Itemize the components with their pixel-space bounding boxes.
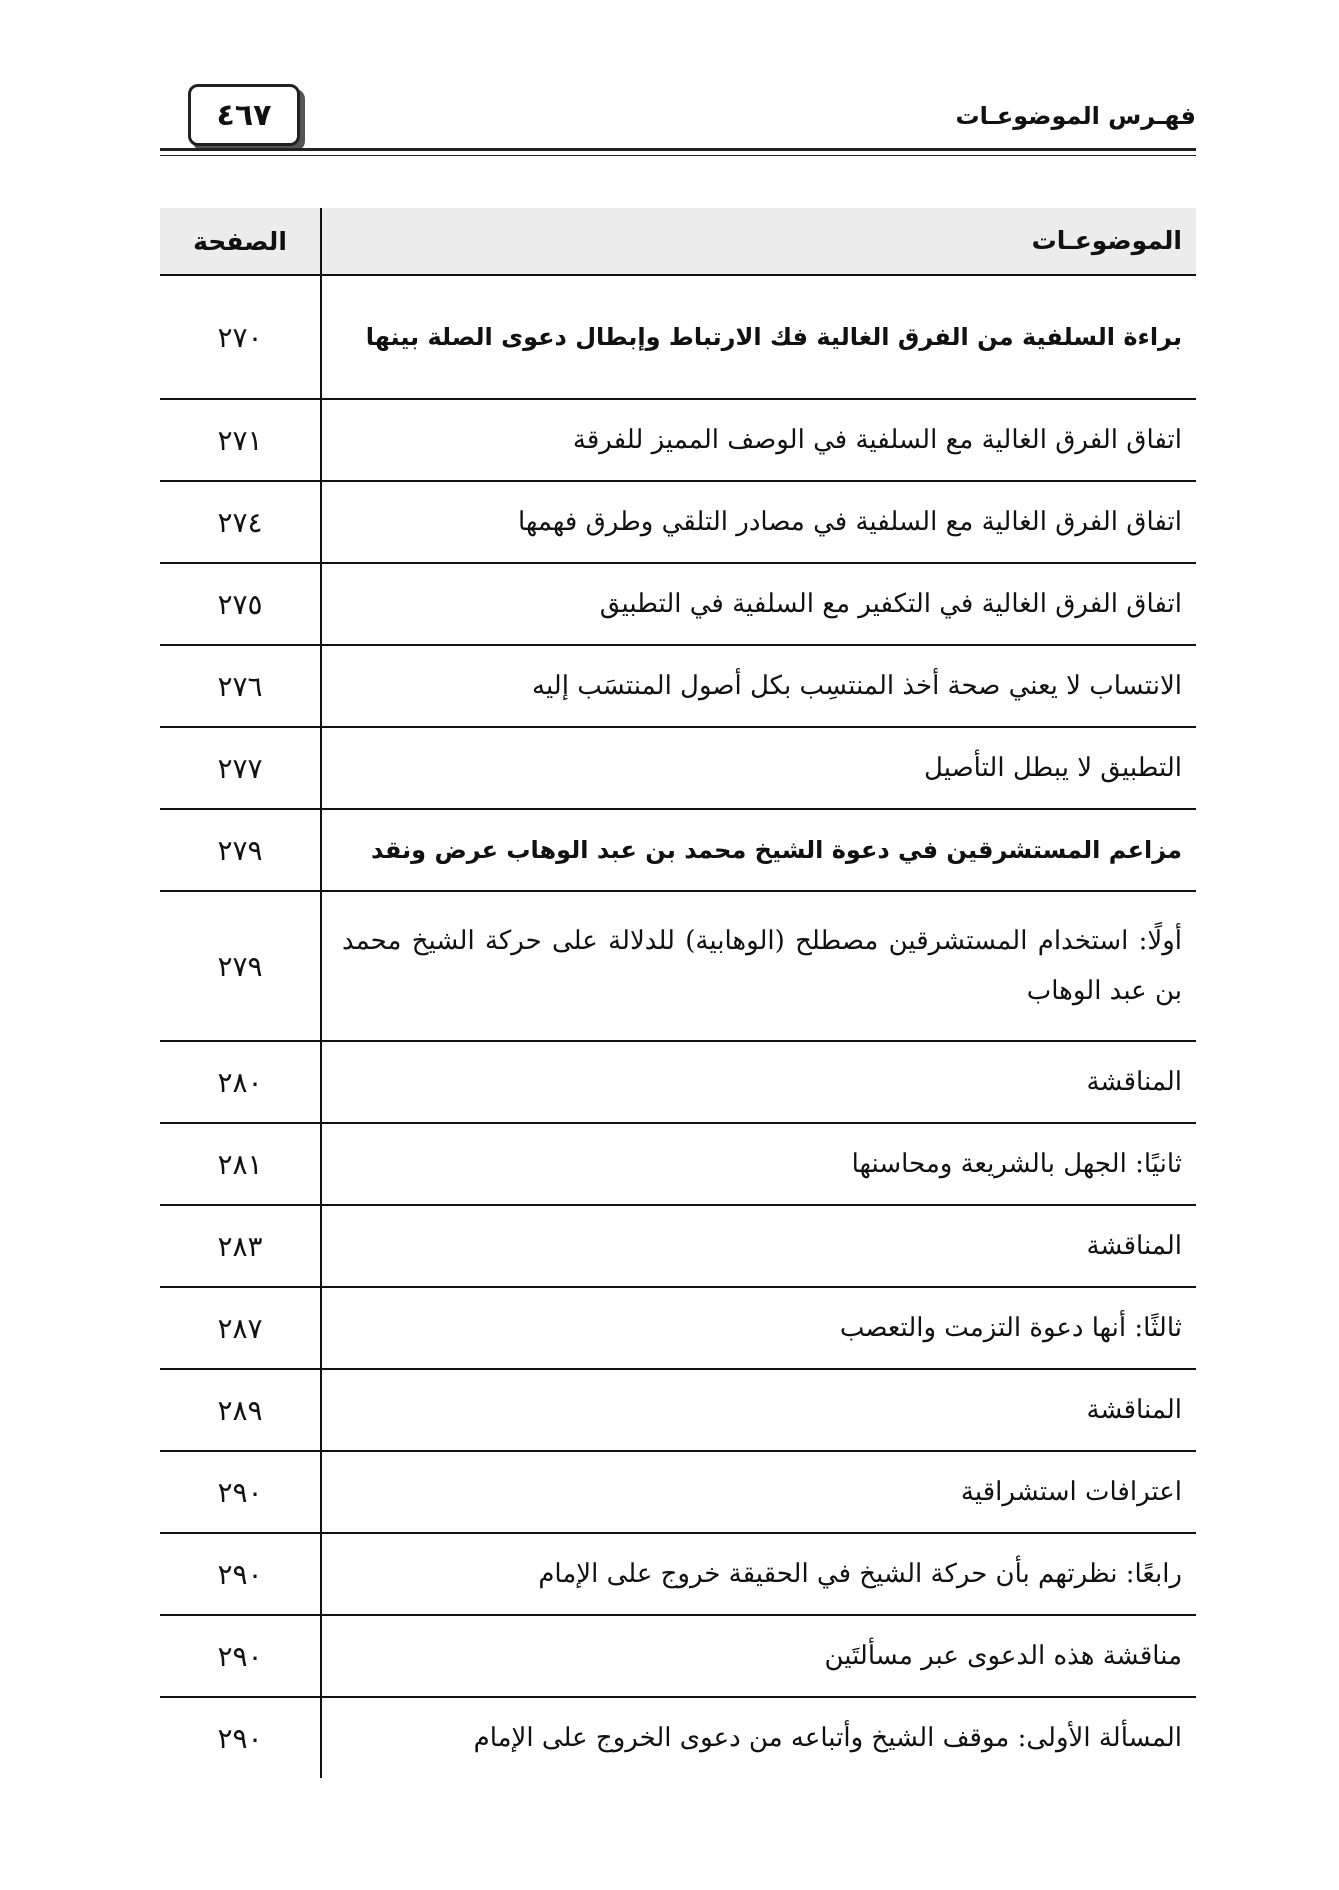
toc-topic: التطبيق لا يبطل التأصيل: [320, 728, 1196, 808]
header-rule-thick: [160, 148, 1196, 151]
toc-page: ٢٧٩: [217, 949, 263, 983]
toc-row: [160, 564, 1196, 646]
toc-topic: المناقشة: [320, 1370, 1196, 1450]
toc-topic: رابعًا: نظرتهم بأن حركة الشيخ في الحقيقة خروج على الإمام: [320, 1534, 1196, 1614]
toc-topic: المسألة الأولى: موقف الشيخ وأتباعه من دعوى الخروج على الإمام: [320, 1698, 1196, 1778]
toc-row: [160, 1124, 1196, 1206]
topics-column-header: الموضوعـات: [320, 208, 1196, 274]
toc-page: ٢٧٠: [217, 320, 263, 354]
toc-page: ٢٧٧: [217, 751, 263, 785]
toc-page: ٢٨٣: [217, 1229, 263, 1263]
toc-topic: الانتساب لا يعني صحة أخذ المنتسِب بكل أصول المنتسَب إليه: [320, 646, 1196, 726]
toc-page: ٢٧١: [217, 423, 263, 457]
toc-row: [160, 1370, 1196, 1452]
toc-row: [160, 728, 1196, 810]
toc-topic: اعترافات استشراقية: [320, 1452, 1196, 1532]
toc-row: [160, 1698, 1196, 1778]
toc-row: [160, 1534, 1196, 1616]
toc-row: [160, 482, 1196, 564]
toc-row: [160, 1206, 1196, 1288]
toc-page: ٢٨٠: [217, 1065, 263, 1099]
toc-row: [160, 1288, 1196, 1370]
toc-topic: مزاعم المستشرقين في دعوة الشيخ محمد بن عبد الوهاب عرض ونقد: [320, 810, 1196, 890]
toc-page: ٢٩٠: [217, 1639, 263, 1673]
toc-header-row: [160, 208, 1196, 276]
toc-table: [160, 208, 1196, 1778]
toc-page: ٢٧٩: [217, 833, 263, 867]
toc-topic: اتفاق الفرق الغالية مع السلفية في الوصف المميز للفرقة: [320, 400, 1196, 480]
toc-topic: براءة السلفية من الفرق الغالية فك الارتباط وإبطال دعوى الصلة بينها: [320, 276, 1196, 398]
toc-topic: مناقشة هذه الدعوى عبر مسألتَين: [320, 1616, 1196, 1696]
toc-row: [160, 646, 1196, 728]
toc-page: ٢٨١: [217, 1147, 263, 1181]
toc-topic: اتفاق الفرق الغالية مع السلفية في مصادر التلقي وطرق فهمها: [320, 482, 1196, 562]
toc-row: [160, 400, 1196, 482]
page-column-header: الصفحة: [193, 226, 287, 256]
toc-page: ٢٧٤: [217, 505, 263, 539]
toc-topic: اتفاق الفرق الغالية في التكفير مع السلفية في التطبيق: [320, 564, 1196, 644]
toc-row: [160, 892, 1196, 1042]
toc-row: [160, 1042, 1196, 1124]
header-rule-thin: [160, 155, 1196, 156]
toc-topic: المناقشة: [320, 1206, 1196, 1286]
toc-page: ٢٧٦: [217, 669, 263, 703]
toc-page: ٢٨٩: [217, 1393, 263, 1427]
page-number-box: ٤٦٧: [188, 84, 300, 146]
running-title: فهـرس الموضوعـات: [955, 102, 1196, 130]
toc-row: [160, 810, 1196, 892]
toc-page: ٢٩٠: [217, 1721, 263, 1755]
toc-page: ٢٩٠: [217, 1557, 263, 1591]
toc-topic: ثالثًا: أنها دعوة التزمت والتعصب: [320, 1288, 1196, 1368]
toc-topic: المناقشة: [320, 1042, 1196, 1122]
toc-row: [160, 276, 1196, 400]
toc-page: ٢٧٥: [217, 587, 263, 621]
toc-row: [160, 1616, 1196, 1698]
toc-topic: ثانيًا: الجهل بالشريعة ومحاسنها: [320, 1124, 1196, 1204]
page-header: [160, 84, 1196, 154]
toc-row: [160, 1452, 1196, 1534]
toc-page: ٢٩٠: [217, 1475, 263, 1509]
toc-page: ٢٨٧: [217, 1311, 263, 1345]
toc-topic: أولًا: استخدام المستشرقين مصطلح (الوهابية) للدلالة على حركة الشيخ محمد بن عبد الوهاب: [320, 892, 1196, 1040]
